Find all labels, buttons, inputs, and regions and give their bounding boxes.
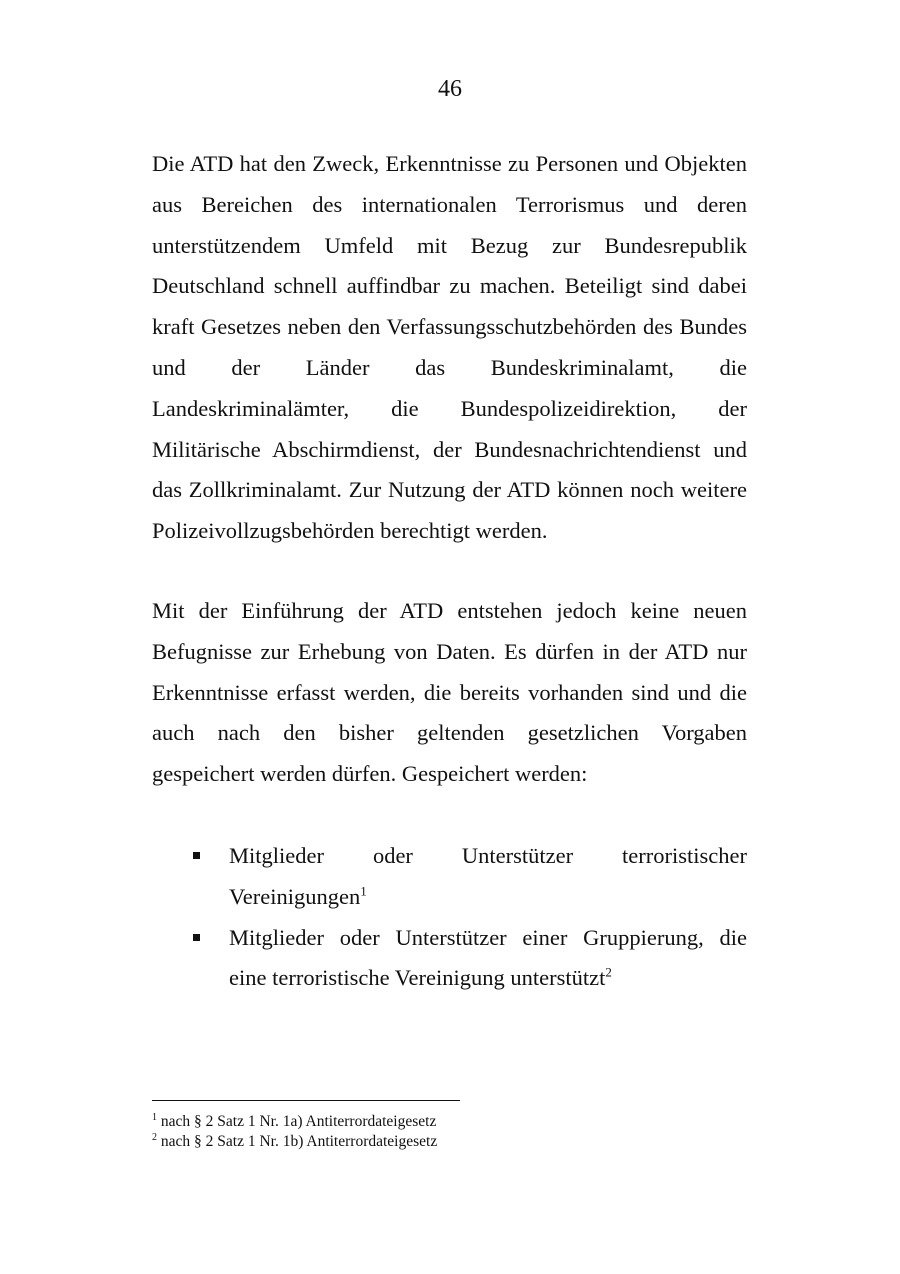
square-bullet-icon	[193, 852, 200, 859]
list-item-text: eine terroristische Vereinigung unterstützt	[229, 965, 606, 991]
list-item	[152, 836, 747, 918]
footnote-reference: 1	[360, 883, 367, 899]
list-item-line: Mitglieder oder Unterstützer einer Gruppierung, die	[229, 924, 747, 950]
footnote-separator	[152, 1100, 460, 1101]
footnote-text: nach § 2 Satz 1 Nr. 1b) Antiterrordateigesetz	[157, 1133, 438, 1150]
footnote	[152, 1132, 752, 1152]
stored-categories-list	[152, 836, 747, 999]
footnote-reference: 2	[605, 964, 612, 980]
paragraph-atd-purpose: Die ATD hat den Zweck, Erkenntnisse zu Personen und Objekten aus Bereichen des internationalen Terrorismus und deren unterstützendem Umfeld mit Bezug zur Bundesrepublik Deutschland schnell auffindbar zu machen. Beteiligt sind dabei kraft Gesetzes neben den Verfassungsschutzbehörden des Bundes und der Länder das Bundeskriminalamt, die Landeskriminalämter, die Bundespolizeidirektion, der Militärische Abschirmdienst, der Bundesnachrichtendienst und das Zollkriminalamt. Zur Nutzung der ATD können noch weitere Polizeivollzugsbehörden berechtigt werden.	[152, 151, 747, 544]
page-number: 46	[438, 76, 462, 102]
list-item	[152, 918, 747, 1000]
list-item-text: Vereinigungen	[229, 883, 361, 909]
list-item-line	[229, 958, 747, 999]
paragraph-atd-powers: Mit der Einführung der ATD entstehen jedoch keine neuen Befugnisse zur Erhebung von Daten. Es dürfen in der ATD nur Erkenntnisse erfasst werden, die bereits vorhanden sind und die auch nach den bisher geltenden gesetzlichen Vorgaben gespeichert werden dürfen. Gespeichert werden:	[152, 598, 747, 787]
footnote-marker: 1	[152, 1111, 157, 1123]
footnote	[152, 1112, 752, 1132]
footnotes	[152, 1112, 752, 1152]
list-item-line: Mitglieder oder Unterstützer terroristischer	[229, 843, 747, 868]
footnote-text: nach § 2 Satz 1 Nr. 1a) Antiterrordateigesetz	[157, 1113, 437, 1130]
square-bullet-icon	[193, 934, 200, 941]
list-item-line	[229, 877, 747, 918]
footnote-marker: 2	[152, 1131, 157, 1143]
